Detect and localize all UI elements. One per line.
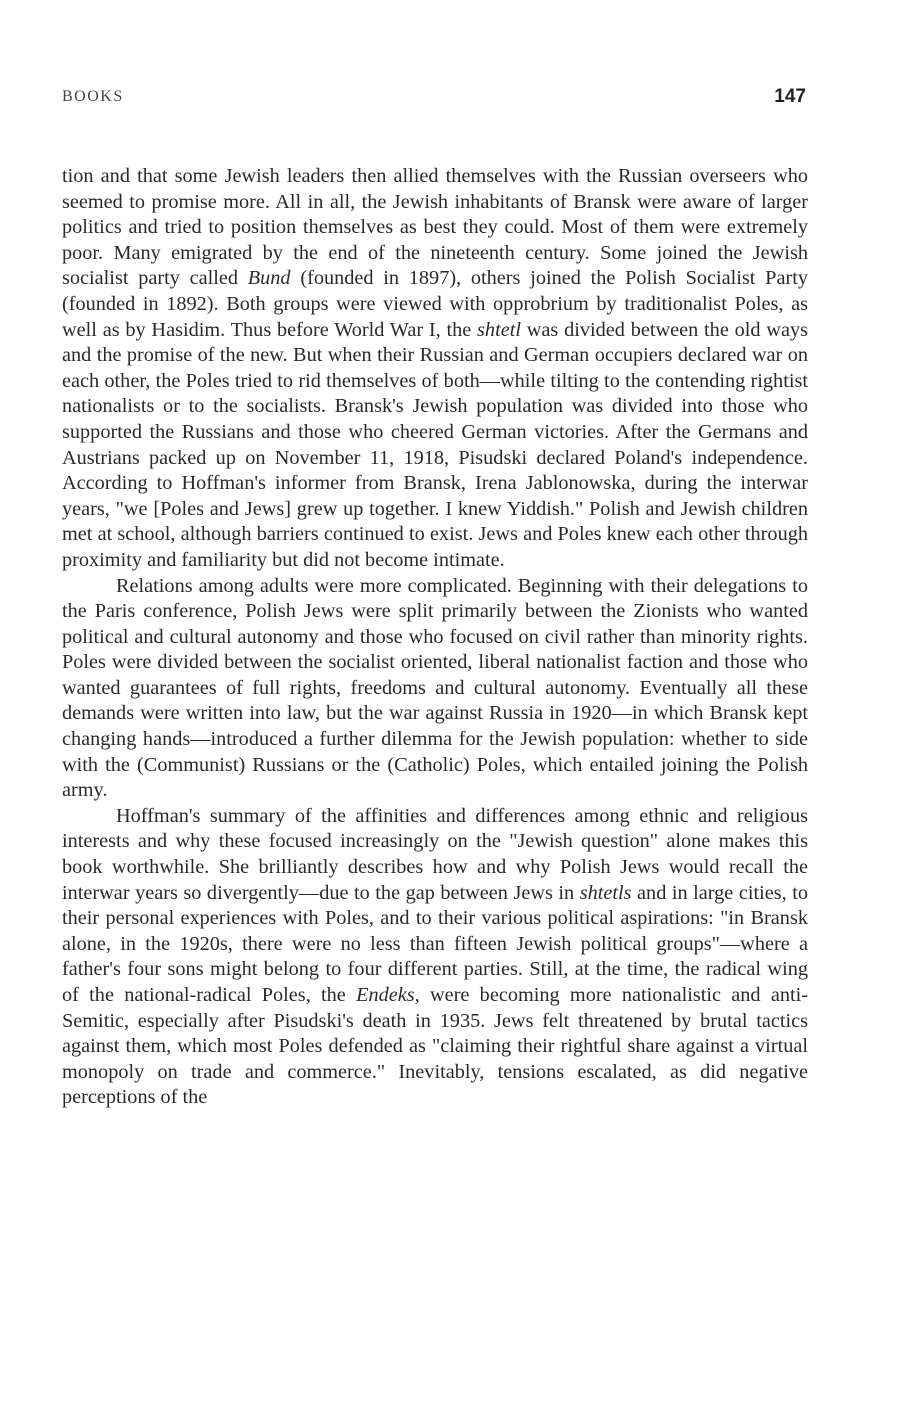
italic-term-shtetls: shtetls: [579, 881, 632, 904]
italic-term-bund: Bund: [247, 267, 291, 290]
text-run: (founded in 1897), others joined the Polish Socialist Party (founded in 1892). Both groups were viewed with opprobrium by traditionalist Poles, as well as by Hasidim. Thus before World War I, the: [62, 267, 808, 341]
text-run: were becoming more nationalistic and anti-Semitic, especially after Pisudski's death in 1935. Jews felt threatened by brutal tactics against them, which most Poles defended as "claiming their rightful share against a virtual monopoly on trade and commerce." Inevitably, tensions escalated, as did negative perceptions of the: [62, 984, 808, 1109]
italic-term-shtetl: shtetl: [477, 318, 521, 341]
text-run: and in large cities, to their personal experiences with Poles, and to their various political aspirations: "in Bransk alone, in the 1920s, there were no less than fifteen Jewish political groups"—where a father's four sons might belong to four different parties. Still, at the time, the radical wing of the national-radical Poles, the: [62, 881, 808, 1006]
text-run: was divided between the old ways and the promise of the new. But when their Russian and German occupiers declared war on each other, the Poles tried to rid themselves of both—while tilting to the contending rightist nationalists or to the socialists. Bransk's Jewish population was divided into those who supported the Russians and those who cheered German victories. After the Germans and Austrians packed up on November 11, 1918, Pisudski declared Poland's independence. According to Hoffman's informer from Bransk, Irena Jablonowska, during the interwar years, "we [Poles and Jews] grew up together. I knew Yiddish." Polish and Jewish children met at school, although barriers continued to exist. Jews and Poles knew each other through proximity and familiarity but did not become intimate.: [62, 318, 808, 571]
text-run: tion and that some Jewish leaders then allied themselves with the Russian overseers who seemed to promise more. All in all, the Jewish inhabitants of Bransk were aware of larger politics and tried to position themselves as best they could. Most of them were extremely poor. Many emigrated by the end of the nineteenth century. Some joined the Jewish socialist party called: [62, 165, 808, 290]
paragraph-1: [62, 164, 808, 574]
body-text: [62, 164, 808, 1111]
text-run: Hoffman's summary of the affinities and differences among ethnic and religious interests and why these focused increasingly on the "Jewish question" alone makes this book worthwhile. She brilliantly describes how and why Polish Jews would recall the interwar years so divergently—due to the gap between Jews in: [62, 804, 808, 904]
paragraph-3: [62, 804, 808, 1111]
running-head: BOOKS: [62, 88, 124, 105]
italic-term-endeks: Endeks,: [356, 984, 420, 1006]
paragraph-2: [62, 574, 808, 804]
text-run: Relations among adults were more complicated. Beginning with their delegations to the Paris conference, Polish Jews were split primarily between the Zionists who wanted political and cultural autonomy and those who focused on civil rather than minority rights. Poles were divided between the socialist oriented, liberal nationalist faction and those who wanted guarantees of full rights, freedoms and cultural autonomy. Eventually all these demands were written into law, but the war against Russia in 1920—in which Bransk kept changing hands—introduced a further dilemma for the Jewish population: whether to side with the (Communist) Russians or the (Catholic) Poles, which entailed joining the Polish army.: [62, 574, 808, 802]
page-number: 147: [774, 86, 806, 107]
